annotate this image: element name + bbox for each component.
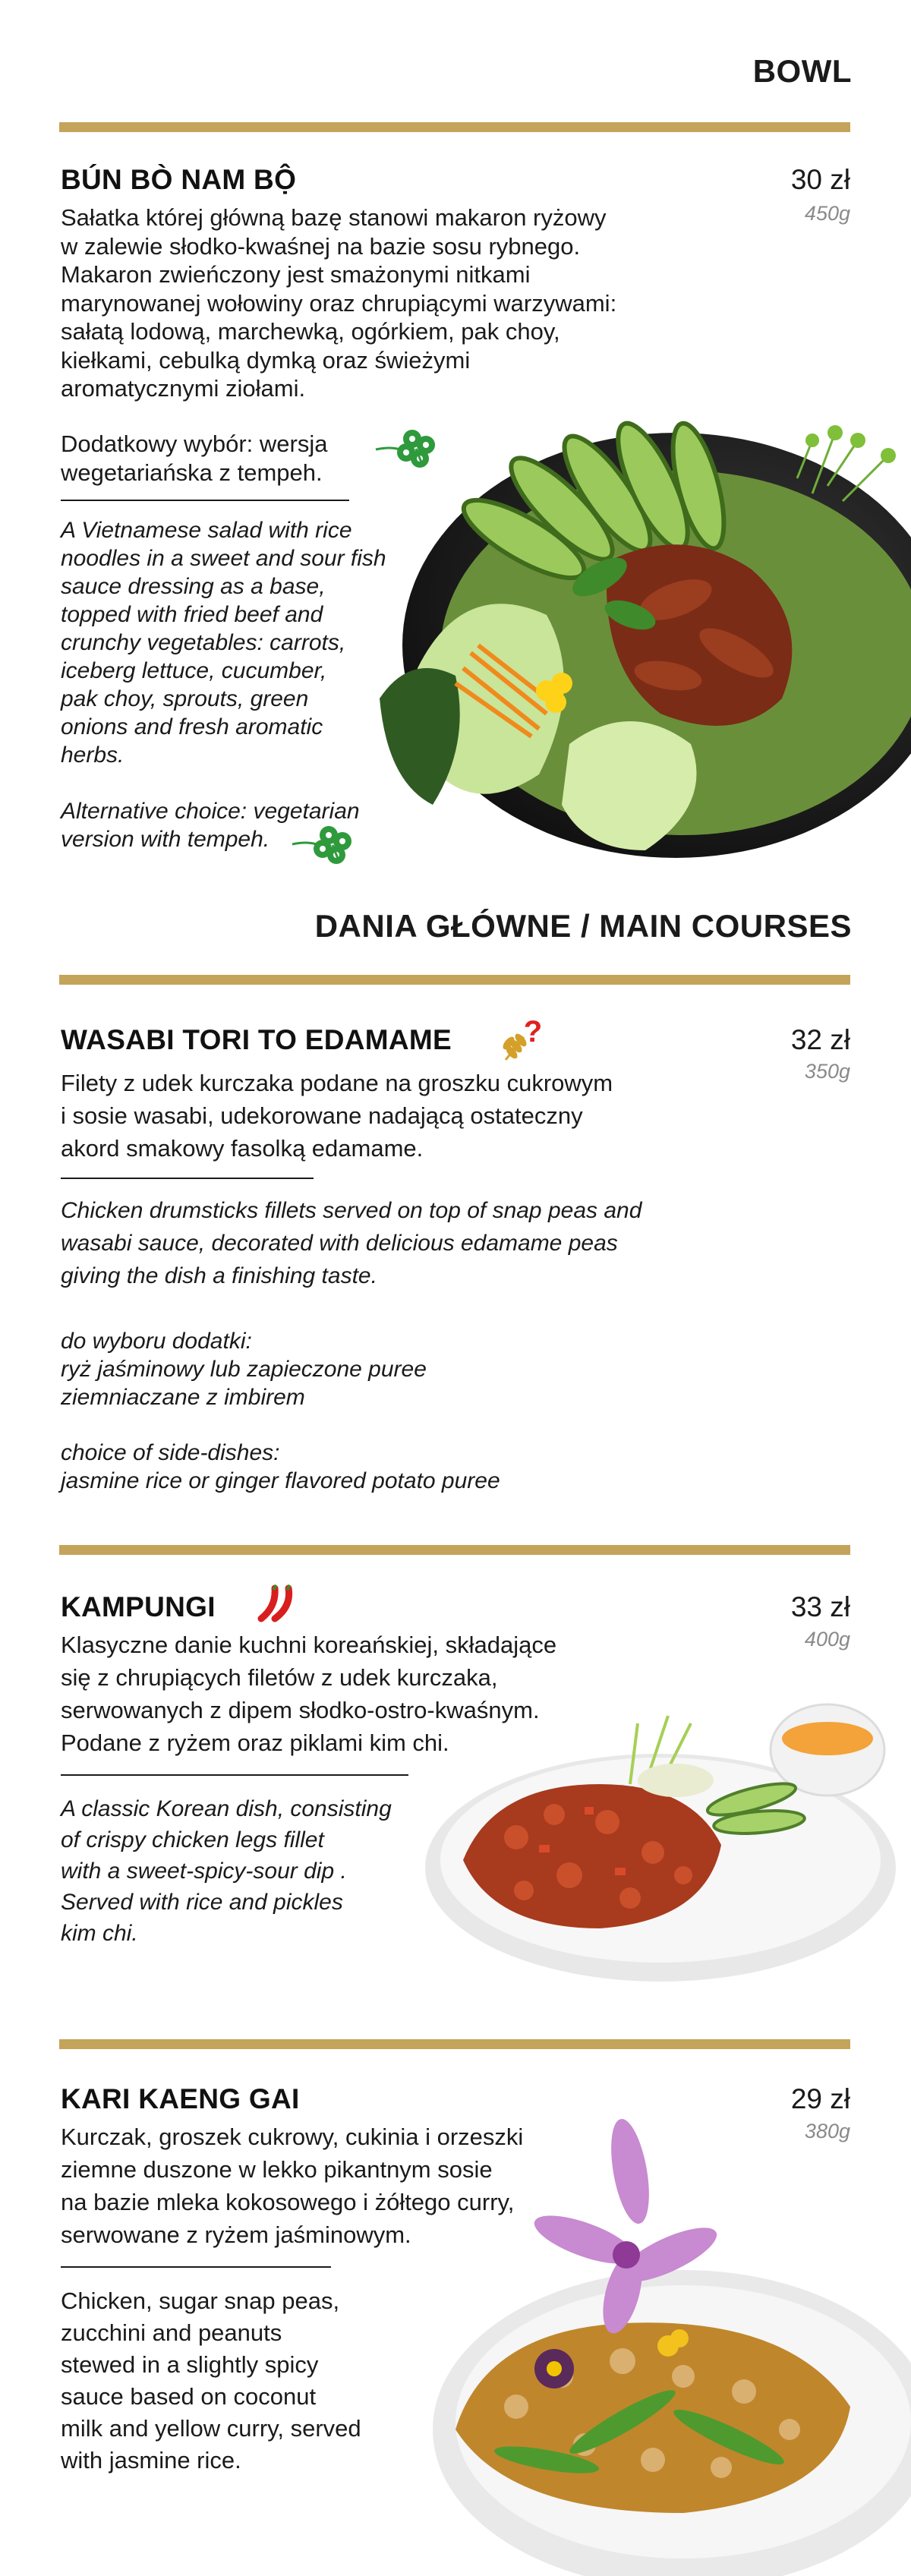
dish-description-pl: Sałatka której główną bazę stanowi makaron ryżowy w zalewie słodko-kwaśnej na bazie sosu rybnego. Makaron zwieńczony jest smażonymi nitkami marynowanej wołowiny oraz chrupiącymi warzywami: sałatą lodową, marchewką, ogórkiem, pak choy, kiełkami, cebulką dymką oraz świeżymi aromatycznymi ziołami. (61, 204, 617, 402)
dish-price: 29 zł (790, 2083, 850, 2114)
dish-description-en: A Vietnamese salad with rice noodles in a sweet and sour fish sauce dressing as a base, topped with fried beef and crunchy vegetables: carrots, iceberg lettuce, cucumber, pak choy, sprouts, green onions and fresh aromatic herbs. (61, 518, 386, 768)
dish-name: KAMPUNGI (61, 1591, 216, 1622)
section-divider (59, 1545, 850, 1555)
dish-name: KARI KAENG GAI (61, 2083, 300, 2114)
description-divider (61, 1178, 314, 1179)
dish-description-pl: Klasyczne danie kuchni koreańskiej, składające się z chrupiących filetów z udek kurczaka, serwowanych z dipem słodko-ostro-kwaśnym. Podane z ryżem oraz piklami kim chi. (61, 1632, 557, 1756)
description-divider (61, 2266, 331, 2268)
dish-weight: 450g (804, 202, 850, 225)
dish-description-pl: Kurczak, groszek cukrowy, cukinia i orzeszki ziemne duszone w lekko pikantnym sosie na bazie mleka kokosowego i żółtego curry, serwowane z ryżem jaśminowym. (61, 2124, 524, 2248)
dish-weight: 350g (804, 1060, 850, 1083)
dish-weight: 400g (804, 1628, 850, 1651)
dish-option-pl: Dodatkowy wybór: wersja wegetariańska z tempeh. (61, 430, 328, 486)
dish-price: 32 zł (790, 1024, 850, 1055)
dish-weight: 380g (804, 2120, 850, 2142)
description-divider (61, 500, 349, 501)
dish-option-en: Alternative choice: vegetarian version with tempeh. (61, 799, 360, 852)
chili-pepper-icon (254, 1584, 299, 1623)
wheat-question-icon (501, 1016, 547, 1063)
dish-description-en: Chicken drumsticks fillets served on top of snap peas and wasabi sauce, decorated with delicious edamame peas giving the dish a finishing taste. (61, 1198, 642, 1288)
section-title-main-courses: DANIA GŁÓWNE / MAIN COURSES (314, 908, 852, 944)
dish-description-en: A classic Korean dish, consisting of crispy chicken legs fillet with a sweet-spicy-sour dip . Served with rice and pickles kim chi. (61, 1796, 392, 1946)
svg-text:?: ? (523, 1016, 543, 1048)
clover-icon (291, 823, 356, 865)
section-divider (59, 975, 850, 985)
section-divider (59, 122, 850, 132)
dish-name: WASABI TORI TO EDAMAME (61, 1024, 452, 1055)
dish-photo-bun-bo-nam-bo (357, 425, 911, 865)
dish-price: 30 zł (790, 164, 850, 195)
dish-photo-kampungi (418, 1670, 911, 2012)
dish-description-pl: Filety z udek kurczaka podane na groszku cukrowym i sosie wasabi, udekorowane nadającą ostateczny akord smakowy fasolką edamame. (61, 1070, 613, 1162)
section-title-bowl: BOWL (752, 53, 852, 89)
section-divider (59, 2039, 850, 2049)
description-divider (61, 1774, 408, 1776)
dish-name: BÚN BÒ NAM BỘ (61, 164, 297, 195)
dish-price: 33 zł (790, 1591, 850, 1622)
dish-sides-pl: do wyboru dodatki: ryż jaśminowy lub zapieczone puree ziemniaczane z imbirem (61, 1329, 427, 1410)
dish-description-en: Chicken, sugar snap peas, zucchini and peanuts stewed in a slightly spicy sauce based on coconut milk and yellow curry, served with jasmine rice. (61, 2288, 361, 2474)
dish-sides-en: choice of side-dishes: jasmine rice or ginger flavored potato puree (61, 1440, 500, 1493)
dish-photo-kari-kaeng-gai (395, 2103, 911, 2576)
